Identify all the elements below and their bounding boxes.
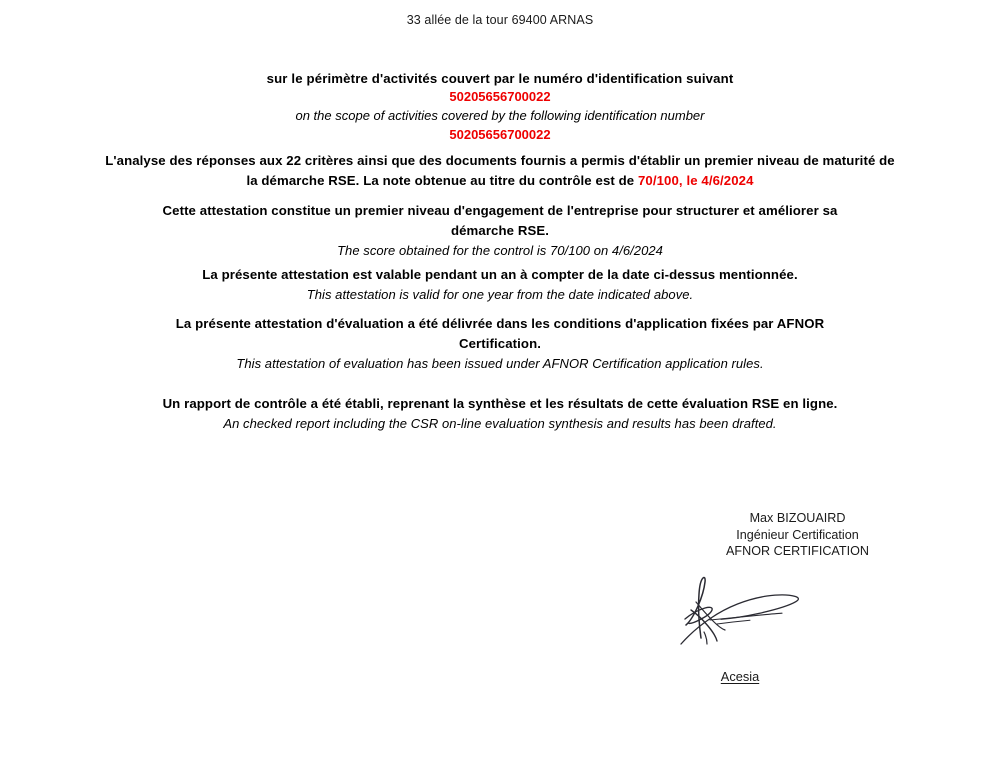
signer-organization: AFNOR CERTIFICATION: [726, 544, 869, 558]
paragraph-engagement: [130, 201, 870, 260]
signature-block: [660, 510, 935, 560]
signer-name: Max BIZOUAIRD: [749, 511, 846, 525]
paragraph-analysis-fr: [100, 151, 900, 191]
company-name: Acesia: [720, 669, 760, 684]
scope-label-fr: sur le périmètre d'activités couvert par le numéro d'identification suivant: [266, 71, 734, 86]
identification-number-fr: 50205656700022: [449, 89, 551, 104]
company-mark: [660, 668, 820, 686]
paragraph-engagement-en: [130, 241, 870, 260]
identification-number-en: 50205656700022: [449, 127, 551, 142]
paragraph-analysis-fr-text: L'analyse des réponses aux 22 critères ainsi que des documents fournis a permis d'établir un premier niveau de maturité de la démarche RSE. La note obtenue au titre du contrôle est de: [105, 153, 895, 188]
header-address: 33 allée de la tour 69400 ARNAS: [406, 13, 594, 27]
score-highlight-en: 70/100 on 4/6/2024: [549, 243, 663, 258]
scope-block: [0, 70, 1000, 144]
paragraph-conditions-en: This attestation of evaluation has been issued under AFNOR Certification application rules.: [236, 356, 764, 371]
signer-title: Ingénieur Certification: [736, 527, 859, 542]
paragraph-analysis: [100, 151, 900, 191]
paragraph-report-fr: Un rapport de contrôle a été établi, reprenant la synthèse et les résultats de cette évaluation RSE en ligne.: [162, 396, 838, 411]
score-highlight-fr: 70/100, le 4/6/2024: [637, 173, 754, 188]
paragraph-conditions: [150, 314, 850, 373]
paragraph-validity-fr: La présente attestation est valable pendant un an à compter de la date ci-dessus mentionnée.: [202, 267, 798, 282]
paragraph-conditions-fr: La présente attestation d'évaluation a été délivrée dans les conditions d'application fixées par AFNOR Certification.: [175, 316, 825, 351]
paragraph-report: [120, 394, 880, 433]
paragraph-validity-en: This attestation is valid for one year from the date indicated above.: [306, 287, 694, 302]
scope-label-en: on the scope of activities covered by the following identification number: [295, 108, 705, 123]
paragraph-validity: [150, 265, 850, 304]
paragraph-engagement-fr: Cette attestation constitue un premier niveau d'engagement de l'entreprise pour structurer et améliorer sa démarche RSE.: [162, 203, 838, 238]
paragraph-engagement-en-text: The score obtained for the control is: [337, 243, 550, 258]
paragraph-report-en: An checked report including the CSR on-line evaluation synthesis and results has been drafted.: [223, 416, 777, 431]
handwritten-signature-icon: [655, 572, 845, 652]
